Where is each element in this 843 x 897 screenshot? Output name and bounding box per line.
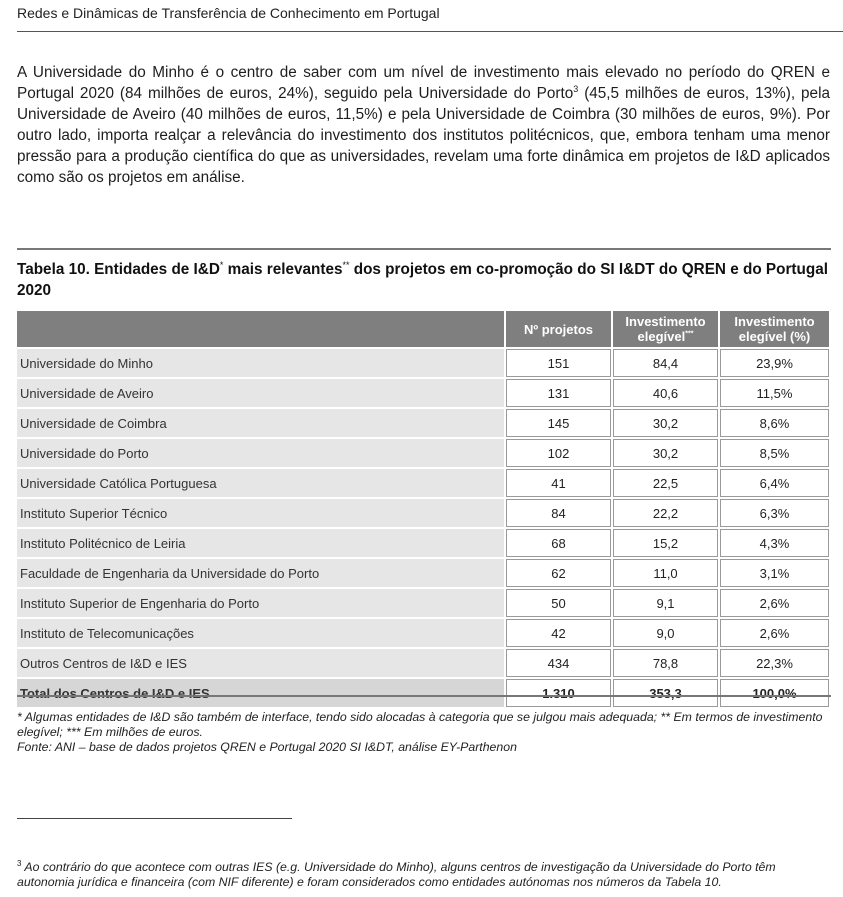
header-investment-line1: Investimento: [625, 314, 706, 329]
table-row: [17, 439, 829, 467]
investment-pct-cell: 4,3%: [720, 529, 829, 557]
projects-cell: 145: [506, 409, 611, 437]
entities-table: [15, 309, 831, 709]
entity-name: Universidade do Minho: [17, 349, 504, 377]
table-row: [17, 589, 829, 617]
header-investment-mark: ***: [685, 330, 694, 338]
entity-name: Faculdade de Engenharia da Universidade do Porto: [17, 559, 504, 587]
investment-cell: 9,1: [613, 589, 718, 617]
investment-cell: 30,2: [613, 439, 718, 467]
body-text-part2: (45,5 milhões de euros, 13%), pela Universidade de Aveiro (40 milhões de euros, 11,5%) e pela Universidade de Coimbra (30 milhões de euros, 9%). Por outro lado, importa realçar a relevância do investimento dos institutos politécnicos, que, embora tenham uma menor pressão para a produção científica do que as universidades, revelam uma forte dinâmica em projetos de I&D aplicados como são os projetos em análise.: [17, 85, 830, 186]
header-pct-line1: Investimento: [734, 314, 815, 329]
header-projects: Nº projetos: [506, 311, 611, 347]
investment-pct-cell: 23,9%: [720, 349, 829, 377]
investment-pct-cell: 3,1%: [720, 559, 829, 587]
projects-cell: 102: [506, 439, 611, 467]
projects-cell: 151: [506, 349, 611, 377]
header-investment-pct: [720, 311, 829, 347]
body-text-part1: A Universidade do Minho é o centro de saber com um nível de investimento mais elevado no período do QREN e Portugal 2020 (84 milhões de euros, 24%), seguido pela Universidade do Porto: [17, 64, 830, 102]
investment-pct-cell: 6,3%: [720, 499, 829, 527]
caption-mark-2: **: [342, 259, 350, 270]
table-body: [17, 349, 829, 677]
investment-cell: 9,0: [613, 619, 718, 647]
entity-name: Universidade do Porto: [17, 439, 504, 467]
footnote-number: 3: [17, 858, 22, 868]
table-row: [17, 649, 829, 677]
projects-cell: 50: [506, 589, 611, 617]
table-caption: [17, 259, 831, 301]
investment-cell: 78,8: [613, 649, 718, 677]
investment-cell: 22,5: [613, 469, 718, 497]
table-header-row: [17, 311, 829, 347]
table-row: [17, 559, 829, 587]
investment-pct-cell: 2,6%: [720, 619, 829, 647]
caption-part1: Tabela 10. Entidades de I&D: [17, 261, 220, 278]
caption-part3: dos projetos em co-promoção do SI I&DT do QREN e do Portugal 2020: [17, 261, 828, 299]
header-rule: [17, 31, 843, 32]
caption-mark-1: *: [219, 259, 224, 270]
investment-pct-cell: 8,5%: [720, 439, 829, 467]
entity-name: Instituto de Telecomunicações: [17, 619, 504, 647]
total-investment: 353,3: [613, 679, 718, 707]
investment-cell: 40,6: [613, 379, 718, 407]
entity-name: Outros Centros de I&D e IES: [17, 649, 504, 677]
investment-pct-cell: 2,6%: [720, 589, 829, 617]
entity-name: Universidade Católica Portuguesa: [17, 469, 504, 497]
projects-cell: 434: [506, 649, 611, 677]
investment-cell: 15,2: [613, 529, 718, 557]
table-note: * Algumas entidades de I&D são também de interface, tendo sido alocadas à categoria que se julgou mais adequada; ** Em termos de investimento elegível; *** Em milhões de euros.: [17, 710, 823, 739]
footnote-rule: [17, 818, 292, 819]
investment-pct-cell: 8,6%: [720, 409, 829, 437]
footnote-text: Ao contrário do que acontece com outras IES (e.g. Universidade do Minho), alguns centros de investigação da Universidade do Porto têm autonomia jurídica e financeira (com NIF diferente) e foram considerados como entidades autónomas nos números da Tabela 10.: [17, 860, 776, 889]
table-row: [17, 619, 829, 647]
total-name: Total dos Centros de I&D e IES: [17, 679, 504, 707]
body-paragraph: [17, 62, 830, 188]
investment-cell: 11,0: [613, 559, 718, 587]
entity-name: Universidade de Aveiro: [17, 379, 504, 407]
header-pct-line2: elegível (%): [738, 329, 811, 344]
header-investment: [613, 311, 718, 347]
running-header: Redes e Dinâmicas de Transferência de Conhecimento em Portugal: [17, 5, 440, 21]
projects-cell: 131: [506, 379, 611, 407]
projects-cell: 68: [506, 529, 611, 557]
footnote-reference[interactable]: 3: [573, 83, 579, 94]
footnote: [17, 860, 831, 890]
total-investment-pct: 100,0%: [720, 679, 829, 707]
investment-cell: 84,4: [613, 349, 718, 377]
table-bottom-rule: [17, 695, 831, 697]
projects-cell: 62: [506, 559, 611, 587]
table-row: [17, 529, 829, 557]
table-row: [17, 379, 829, 407]
table-row: [17, 499, 829, 527]
projects-cell: 84: [506, 499, 611, 527]
header-investment-line2: elegível: [637, 329, 686, 344]
table-row: [17, 349, 829, 377]
investment-pct-cell: 11,5%: [720, 379, 829, 407]
projects-cell: 42: [506, 619, 611, 647]
investment-pct-cell: 6,4%: [720, 469, 829, 497]
table-source: Fonte: ANI – base de dados projetos QREN e Portugal 2020 SI I&DT, análise EY-Parthenon: [17, 740, 517, 754]
caption-part2: mais relevantes: [223, 261, 343, 278]
table-top-rule: [17, 248, 831, 250]
investment-cell: 30,2: [613, 409, 718, 437]
projects-cell: 41: [506, 469, 611, 497]
investment-pct-cell: 22,3%: [720, 649, 829, 677]
investment-cell: 22,2: [613, 499, 718, 527]
table-notes: [17, 710, 831, 755]
entity-name: Universidade de Coimbra: [17, 409, 504, 437]
entity-name: Instituto Superior Técnico: [17, 499, 504, 527]
header-entity: [17, 311, 504, 347]
table-row: [17, 469, 829, 497]
entity-name: Instituto Politécnico de Leiria: [17, 529, 504, 557]
total-projects: 1.310: [506, 679, 611, 707]
entity-name: Instituto Superior de Engenharia do Porto: [17, 589, 504, 617]
table-total-row: [17, 679, 829, 707]
table-row: [17, 409, 829, 437]
